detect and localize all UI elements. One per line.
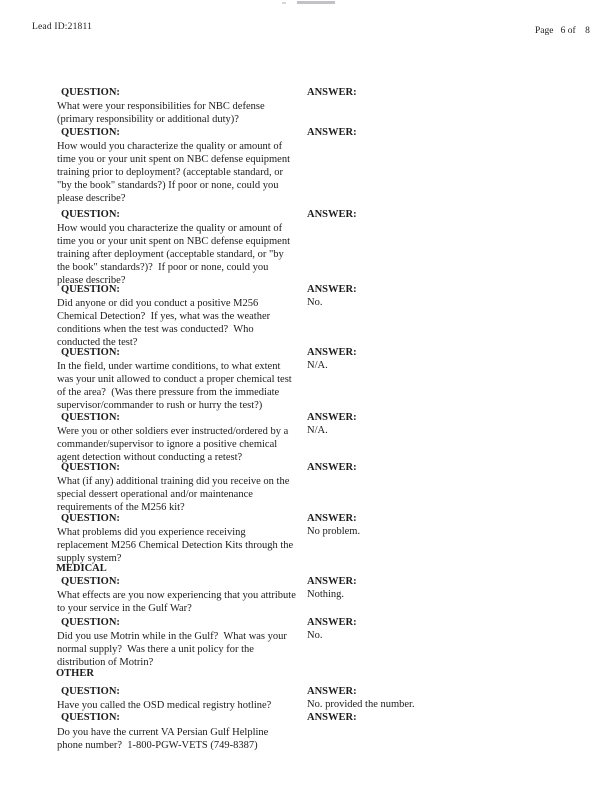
question-line: please describe? <box>57 275 126 286</box>
answer-label: ANSWER: <box>307 347 357 358</box>
answer-text: No. <box>307 630 323 641</box>
question-text <box>57 100 265 126</box>
question-line: "by the book" standards?) If poor or none, could you <box>57 180 279 191</box>
question-line: phone number? 1-800-PGW-VETS (749-8387) <box>57 740 258 751</box>
question-line: the book" standards?)? If poor or none, could you <box>57 262 269 273</box>
question-line: Were you or other soldiers ever instructed/ordered by a <box>57 426 289 437</box>
question-line: to your service in the Gulf War? <box>57 603 192 614</box>
question-line: Have you called the OSD medical registry hotline? <box>57 700 272 711</box>
question-line: Chemical Detection? If yes, what was the weather <box>57 311 271 322</box>
answer-label: ANSWER: <box>307 87 357 98</box>
question-line: What effects are you now experiencing that you attribute <box>57 590 296 601</box>
question-label: QUESTION: <box>61 412 120 423</box>
section-header-medical: MEDICAL <box>56 563 107 574</box>
answer-label: ANSWER: <box>307 412 357 423</box>
question-text <box>57 726 268 752</box>
question-text <box>57 360 292 412</box>
question-line: training prior to deployment? (acceptable standard, or <box>57 167 283 178</box>
question-label: QUESTION: <box>61 617 120 628</box>
question-line: supply system? <box>57 553 122 564</box>
question-line: conditions when the test was conducted? Who <box>57 324 254 335</box>
question-line: time you or your unit spent on NBC defense equipment <box>57 236 291 247</box>
answer-label: ANSWER: <box>307 686 357 697</box>
question-line: What problems did you experience receiving <box>57 527 246 538</box>
question-line: What (if any) additional training did you receive on the <box>57 476 290 487</box>
lead-id: Lead ID:21811 <box>32 22 93 32</box>
question-label: QUESTION: <box>61 284 120 295</box>
question-line: supervisor/commander to rush or hurry the test?) <box>57 400 263 411</box>
question-text <box>57 297 270 349</box>
question-line: requirements of the M256 kit? <box>57 502 185 513</box>
question-line: Did anyone or did you conduct a positive M256 <box>57 298 259 309</box>
question-text <box>57 589 296 615</box>
answer-label: ANSWER: <box>307 513 357 524</box>
answer-label: ANSWER: <box>307 576 357 587</box>
question-line: was your unit allowed to conduct a proper chemical test <box>57 374 292 385</box>
question-line: time you or your unit spent on NBC defense equipment <box>57 154 291 165</box>
question-label: QUESTION: <box>61 127 120 138</box>
answer-text: No. <box>307 297 323 308</box>
question-text <box>57 630 287 669</box>
question-line: Do you have the current VA Persian Gulf Helpline <box>57 727 269 738</box>
scan-artifact-bar <box>297 1 335 4</box>
question-line: What were your responsibilities for NBC defense <box>57 101 265 112</box>
question-label: QUESTION: <box>61 87 120 98</box>
question-line: Did you use Motrin while in the Gulf? What was your <box>57 631 287 642</box>
question-label: QUESTION: <box>61 513 120 524</box>
question-label: QUESTION: <box>61 462 120 473</box>
question-label: QUESTION: <box>61 686 120 697</box>
question-text <box>57 475 289 514</box>
question-line: conducted the test? <box>57 337 138 348</box>
scan-artifact-dot <box>282 2 286 4</box>
question-line: normal supply? Was there a unit policy for the <box>57 644 254 655</box>
question-line: special dessert operational and/or maintenance <box>57 489 253 500</box>
question-line: How would you characterize the quality or amount of <box>57 223 283 234</box>
answer-label: ANSWER: <box>307 617 357 628</box>
question-text <box>57 222 290 287</box>
question-line: training after deployment (acceptable standard, or "by <box>57 249 284 260</box>
answer-label: ANSWER: <box>307 284 357 295</box>
answer-text: N/A. <box>307 425 328 436</box>
question-line: replacement M256 Chemical Detection Kits through the <box>57 540 294 551</box>
question-label: QUESTION: <box>61 209 120 220</box>
question-label: QUESTION: <box>61 712 120 723</box>
question-line: How would you characterize the quality or amount of <box>57 141 283 152</box>
answer-text: No problem. <box>307 526 361 537</box>
question-text <box>57 526 293 565</box>
question-label: QUESTION: <box>61 576 120 587</box>
question-text <box>57 699 271 712</box>
answer-label: ANSWER: <box>307 127 357 138</box>
question-line: distribution of Motrin? <box>57 657 154 668</box>
question-line: (primary responsibility or additional duty)? <box>57 114 239 125</box>
question-line: of the area? (Was there pressure from the immediate <box>57 387 280 398</box>
question-text <box>57 140 290 205</box>
section-header-other: OTHER <box>56 668 94 679</box>
question-line: agent detection without conducting a retest? <box>57 452 243 463</box>
question-line: In the field, under wartime conditions, to what extent <box>57 361 281 372</box>
answer-text: Nothing. <box>307 589 345 600</box>
answer-label: ANSWER: <box>307 462 357 473</box>
answer-text: No. provided the number. <box>307 699 415 710</box>
page-number: Page 6 of 8 <box>535 26 590 36</box>
answer-text: N/A. <box>307 360 328 371</box>
question-line: commander/supervisor to ignore a positive chemical <box>57 439 278 450</box>
answer-label: ANSWER: <box>307 712 357 723</box>
question-line: please describe? <box>57 193 126 204</box>
answer-label: ANSWER: <box>307 209 357 220</box>
question-label: QUESTION: <box>61 347 120 358</box>
question-text <box>57 425 288 464</box>
